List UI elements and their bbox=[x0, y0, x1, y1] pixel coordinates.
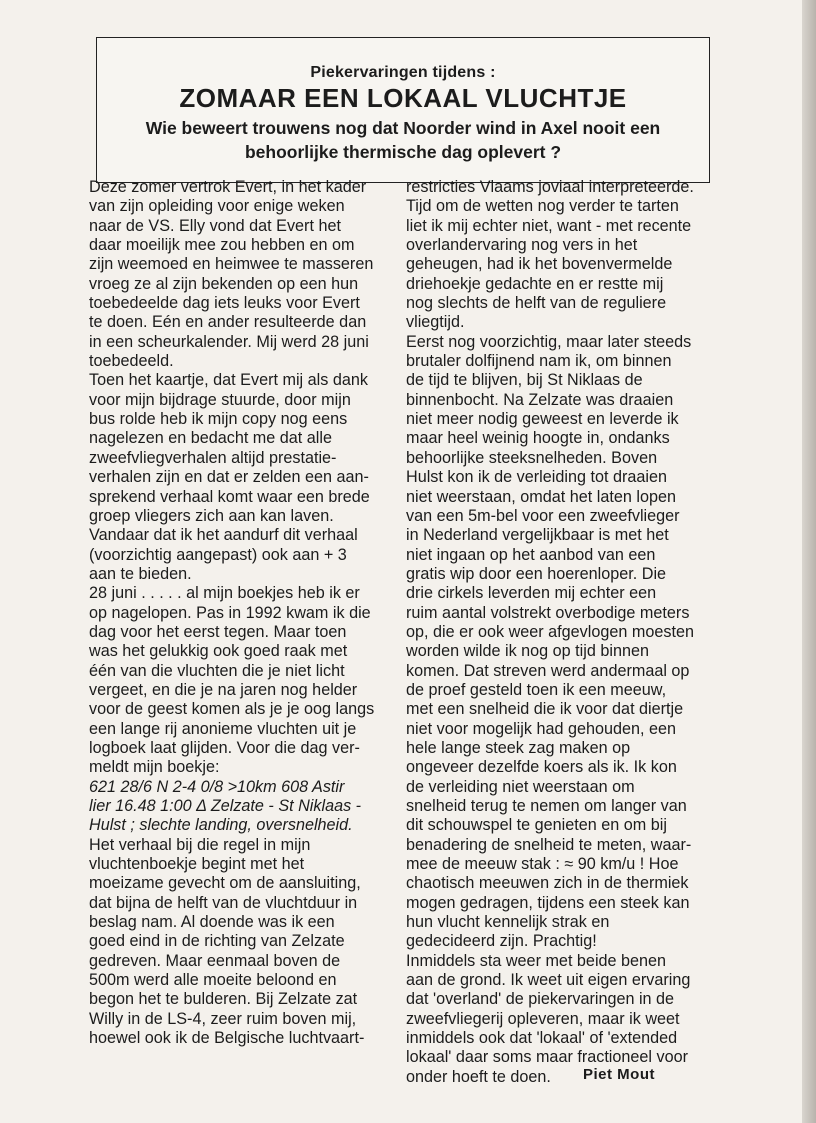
text-line: logboek laat glijden. Voor die dag ver- bbox=[89, 738, 360, 757]
text-line: voor mijn bijdrage stuurde, door mijn bbox=[89, 390, 351, 409]
text-line: Deze zomer vertrok Evert, in het kader bbox=[89, 178, 367, 196]
text-line: drie cirkels leverden mij echter een bbox=[406, 584, 657, 603]
text-line: in Nederland vergelijkbaar is met het bbox=[406, 526, 669, 545]
text-line: was het gelukkig ook goed raak met bbox=[89, 642, 348, 661]
text-line: toebedeelde dag iets leuks voor Evert bbox=[89, 294, 360, 313]
text-line: vluchtenboekje begint met het bbox=[89, 855, 305, 874]
text-line: niet weerstaan, omdat het laten lopen bbox=[406, 487, 676, 506]
text-line: dat 'overland' de piekervaringen in de bbox=[406, 990, 675, 1009]
text-line: geheugen, had ik het bovenvermelde bbox=[406, 255, 673, 274]
text-line: van zijn opleiding voor enige weken bbox=[89, 197, 345, 216]
text-line: Eerst nog voorzichtig, maar later steeds bbox=[406, 332, 692, 351]
text-line: liet ik mij echter niet, want - met recente bbox=[406, 216, 692, 235]
text-line: de tijd te blijven, bij St Niklaas de bbox=[406, 371, 643, 390]
text-line: snelheid terug te nemen om langer van bbox=[406, 797, 687, 815]
text-line: de proef gesteld toen ik een meeuw, bbox=[406, 680, 667, 699]
text-line: beslag nam. Al doende was ik een bbox=[89, 913, 335, 932]
text-line: hun vlucht kennelijk strak en bbox=[406, 913, 610, 932]
text-line: moeizame gevecht om de aansluiting, bbox=[89, 874, 361, 893]
text-line: naar de VS. Elly vond dat Evert het bbox=[89, 216, 341, 235]
text-line: met een snelheid die ik voor dat diertje bbox=[406, 700, 684, 719]
text-line: dit schouwspel te genieten en om bij bbox=[406, 816, 667, 835]
text-line: driehoekje gedachte en er restte mij bbox=[406, 274, 664, 293]
text-line: mee de meeuw stak : ≈ 90 km/u ! Hoe bbox=[406, 855, 679, 874]
text-line: van een 5m-bel voor een zweefvlieger bbox=[406, 506, 680, 525]
text-line: nog slechts de helft van de reguliere bbox=[406, 294, 667, 313]
text-line: Tijd om de wetten nog verder te tarten bbox=[406, 197, 679, 216]
text-line: 500m werd alle moeite beloond en bbox=[89, 971, 337, 990]
text-line: hele lange steek zag maken op bbox=[406, 738, 631, 757]
text-line: vergeet, en die je na jaren nog helder bbox=[89, 680, 358, 699]
text-line: de verleiding niet weerstaan om bbox=[406, 777, 635, 796]
text-line: aan te bieden. bbox=[89, 564, 192, 583]
title-box bbox=[96, 37, 710, 183]
text-line: dag voor het eerst tegen. Maar toen bbox=[89, 622, 347, 641]
page-edge-shadow bbox=[802, 0, 816, 1123]
text-line: daar moeilijk mee zou hebben en om bbox=[89, 236, 355, 255]
text-line: niet meer nodig geweest en leverde ik bbox=[406, 410, 679, 429]
article-subtitle bbox=[97, 116, 709, 164]
text-line: Willy in de LS-4, zeer ruim boven mij, bbox=[89, 1009, 357, 1028]
text-line: mogen gedragen, tijdens een steek kan bbox=[406, 893, 690, 912]
text-line: Inmiddels sta weer met beide benen bbox=[406, 951, 667, 970]
text-line: een lange rij anonieme vluchten uit je bbox=[89, 719, 357, 738]
text-line: maar heel weinig hoogte in, ondanks bbox=[406, 429, 670, 448]
text-line: begon het te bulderen. Bij Zelzate zat bbox=[89, 990, 358, 1009]
subtitle-line: Wie beweert trouwens nog dat Noorder wind in Axel nooit een bbox=[145, 118, 661, 138]
text-line: niet ingaan op het aanbod van een bbox=[406, 545, 656, 564]
text-line: overlandervaring nog vers in het bbox=[406, 236, 638, 255]
text-line: op nagelopen. Pas in 1992 kwam ik die bbox=[89, 603, 371, 622]
text-line: toebedeeld. bbox=[89, 352, 174, 371]
text-line: Hulst kon ik de verleiding tot draaien bbox=[406, 468, 667, 487]
text-line: niet voor mogelijk had gehouden, een bbox=[406, 719, 676, 738]
text-line: te doen. Eén en ander resulteerde dan bbox=[89, 313, 367, 332]
right-text-column bbox=[406, 178, 692, 1087]
text-line: Toen het kaartje, dat Evert mij als dank bbox=[89, 371, 368, 390]
text-line: Het verhaal bij die regel in mijn bbox=[89, 835, 311, 854]
text-line: ongeveer dezelfde koers als ik. Ik kon bbox=[406, 758, 677, 777]
text-line: binnenbocht. Na Zelzate was draaien bbox=[406, 390, 674, 409]
text-line: verhalen zijn en dat er zelden een aan- bbox=[89, 468, 369, 487]
text-line: dat bijna de helft van de vluchtduur in bbox=[89, 893, 358, 912]
text-line: 28 juni . . . . . al mijn boekjes heb ik er bbox=[89, 584, 360, 603]
left-text-column bbox=[89, 178, 381, 1048]
text-line: vliegtijd. bbox=[406, 313, 465, 332]
author-signature: Piet Mout bbox=[583, 1066, 655, 1083]
article-headline: ZOMAAR EEN LOKAAL VLUCHTJE bbox=[179, 83, 627, 113]
text-line: restricties Vlaams joviaal interpreteerde. bbox=[406, 178, 694, 196]
subtitle-line: behoorlijke thermische dag oplevert ? bbox=[244, 142, 562, 162]
text-line: lier 16.48 1:00 Δ Zelzate - St Niklaas - bbox=[89, 797, 362, 815]
text-line: bus rolde heb ik mijn copy nog eens bbox=[89, 410, 348, 429]
text-line: op, die er ook weer afgevlogen moesten bbox=[406, 622, 694, 641]
text-line: hoewel ook ik de Belgische luchtvaart- bbox=[89, 1029, 365, 1048]
text-line: onder hoeft te doen. bbox=[406, 1067, 551, 1086]
text-line: Vandaar dat ik het aandurf dit verhaal bbox=[89, 526, 358, 545]
text-line: zweefvliegverhalen altijd prestatie- bbox=[89, 448, 337, 467]
text-line: Hulst ; slechte landing, oversnelheid. bbox=[89, 816, 353, 835]
text-line: vroeg ze al zijn bekenden op een hun bbox=[89, 274, 359, 293]
text-line: ruim aantal volstrekt overbodige meters bbox=[406, 603, 690, 622]
article-kicker: Piekervaringen tijdens : bbox=[310, 64, 496, 81]
text-line: één van die vluchten die je niet licht bbox=[89, 661, 345, 680]
text-line: nagelezen en bedacht me dat alle bbox=[89, 429, 332, 448]
text-line: voor de geest komen als je je oog langs bbox=[89, 700, 375, 719]
text-line: inmiddels ook dat 'lokaal' of 'extended bbox=[406, 1029, 678, 1048]
text-line: aan de grond. Ik weet uit eigen ervaring bbox=[406, 971, 691, 990]
text-line: zijn weemoed en heimwee te masseren bbox=[89, 255, 374, 274]
text-line: komen. Dat streven werd andermaal op bbox=[406, 661, 690, 680]
text-line: chaotisch meeuwen zich in de thermiek bbox=[406, 874, 689, 893]
text-line: zweefvliegerij opleveren, maar ik weet bbox=[406, 1009, 680, 1028]
text-line: gedreven. Maar eenmaal boven de bbox=[89, 951, 341, 970]
text-line: lokaal' daar soms maar fractioneel voor bbox=[406, 1048, 689, 1067]
text-line: behoorlijke steeksnelheden. Boven bbox=[406, 448, 658, 467]
text-line: 621 28/6 N 2-4 0/8 >10km 608 Astir bbox=[89, 777, 345, 796]
text-line: sprekend verhaal komt waar een brede bbox=[89, 487, 370, 506]
text-line: brutaler dolfijnend nam ik, om binnen bbox=[406, 352, 672, 371]
text-line: gratis wip door een hoerenloper. Die bbox=[406, 564, 667, 583]
text-line: goed eind in de richting van Zelzate bbox=[89, 932, 345, 951]
text-line: in een scheurkalender. Mij werd 28 juni bbox=[89, 332, 369, 351]
text-line: (voorzichtig aangepast) ook aan + 3 bbox=[89, 545, 347, 564]
text-line: meldt mijn boekje: bbox=[89, 758, 220, 777]
text-line: groep vliegers zich aan kan laven. bbox=[89, 506, 334, 525]
text-line: gedecideerd zijn. Prachtig! bbox=[406, 932, 597, 951]
text-line: benadering de snelheid te meten, waar- bbox=[406, 835, 692, 854]
text-line: worden wilde ik nog op tijd binnen bbox=[406, 642, 649, 661]
